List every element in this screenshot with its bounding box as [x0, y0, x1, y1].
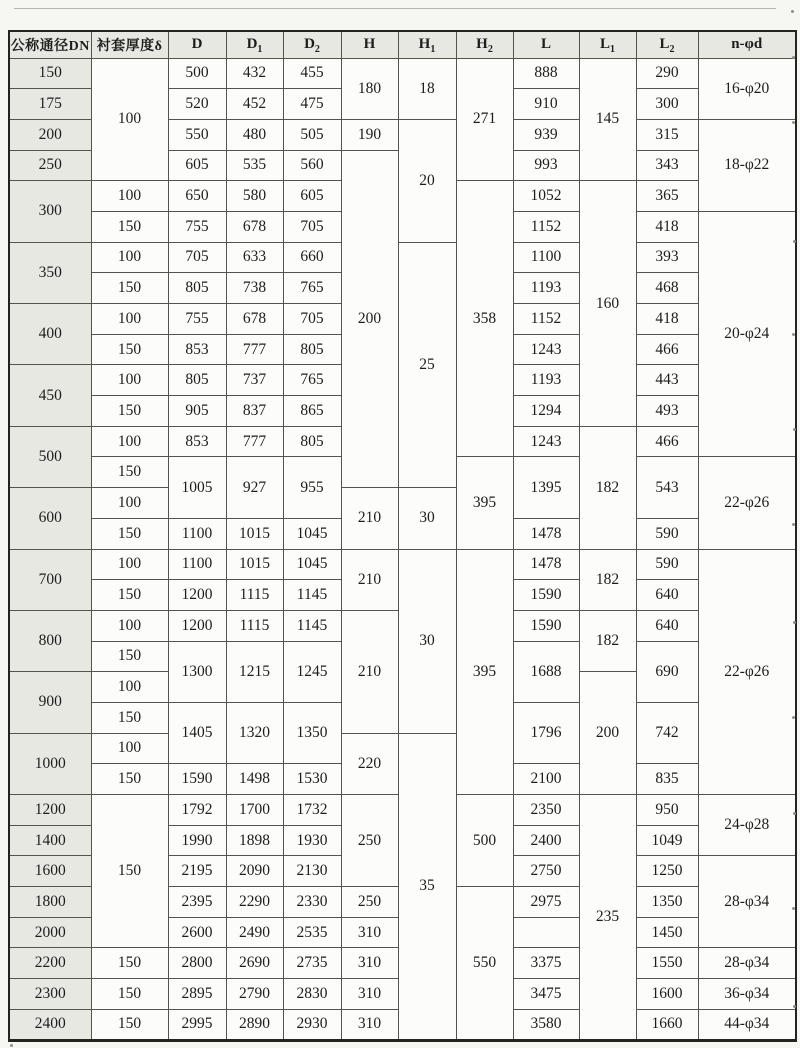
cell-d1: 432 [226, 58, 283, 89]
cell-l2: 1600 [636, 979, 698, 1010]
cell-dn: 175 [9, 89, 91, 120]
cell-lining-thickness: 100 [91, 733, 168, 764]
cell-l: 2100 [513, 764, 579, 795]
cell-l2: 1660 [636, 1009, 698, 1040]
cell-n-phi-d: 28-φ34 [698, 948, 796, 979]
column-header-d: D [168, 31, 226, 58]
cell-h: 250 [341, 795, 398, 887]
cell-d2: 505 [283, 119, 341, 150]
cell-dn: 1000 [9, 733, 91, 794]
scan-speck [793, 1005, 796, 1008]
cell-d1: 2490 [226, 917, 283, 948]
cell-lining-thickness: 150 [91, 795, 168, 948]
cell-d2: 605 [283, 181, 341, 212]
cell-l: 1152 [513, 211, 579, 242]
cell-l: 1100 [513, 242, 579, 273]
cell-l: 888 [513, 58, 579, 89]
cell-l1: 145 [579, 58, 636, 181]
cell-d1: 837 [226, 396, 283, 427]
cell-n-phi-d: 24-φ28 [698, 795, 796, 856]
cell-dn: 200 [9, 119, 91, 150]
scan-speck [792, 121, 795, 124]
cell-d2: 1732 [283, 795, 341, 826]
column-header-h: H [341, 31, 398, 58]
cell-l2: 1350 [636, 887, 698, 918]
cell-l2: 300 [636, 89, 698, 120]
scan-artifact-top-line [14, 8, 776, 9]
cell-d2: 705 [283, 304, 341, 335]
cell-dn: 2400 [9, 1009, 91, 1040]
cell-h1: 30 [398, 549, 456, 733]
cell-l: 1193 [513, 365, 579, 396]
spec-table-body [9, 58, 796, 1040]
cell-d1: 2690 [226, 948, 283, 979]
cell-l: 2750 [513, 856, 579, 887]
cell-d2: 560 [283, 150, 341, 181]
cell-d1: 2890 [226, 1009, 283, 1040]
scan-speck [792, 523, 795, 526]
cell-d2: 2330 [283, 887, 341, 918]
cell-l2: 493 [636, 396, 698, 427]
cell-d: 1590 [168, 764, 226, 795]
cell-h: 190 [341, 119, 398, 150]
cell-d2: 1045 [283, 549, 341, 580]
cell-lining-thickness: 100 [91, 610, 168, 641]
cell-l: 1478 [513, 549, 579, 580]
cell-lining-thickness: 150 [91, 518, 168, 549]
column-header-d2: $D_2$ [283, 31, 341, 58]
cell-d: 2895 [168, 979, 226, 1010]
cell-l2: 640 [636, 580, 698, 611]
cell-n-phi-d: 16-φ20 [698, 58, 796, 119]
cell-h1: 20 [398, 119, 456, 242]
cell-h: 210 [341, 549, 398, 610]
cell-dn: 450 [9, 365, 91, 426]
cell-l: 1590 [513, 610, 579, 641]
cell-d1: 737 [226, 365, 283, 396]
cell-l2: 590 [636, 518, 698, 549]
cell-l: 1243 [513, 426, 579, 457]
cell-d2: 1930 [283, 825, 341, 856]
header-row [9, 31, 796, 58]
cell-l2: 343 [636, 150, 698, 181]
cell-d2: 2735 [283, 948, 341, 979]
cell-dn: 500 [9, 426, 91, 487]
cell-l2: 365 [636, 181, 698, 212]
cell-n-phi-d: 20-φ24 [698, 211, 796, 457]
cell-l1: 200 [579, 672, 636, 795]
cell-d2: 2930 [283, 1009, 341, 1040]
cell-h1: 18 [398, 58, 456, 119]
cell-dn: 1200 [9, 795, 91, 826]
cell-d1: 480 [226, 119, 283, 150]
column-header-lining-thickness: 衬套厚度δ [91, 31, 168, 58]
cell-dn: 300 [9, 181, 91, 242]
cell-h: 180 [341, 58, 398, 119]
cell-d2: 765 [283, 365, 341, 396]
cell-l2: 543 [636, 457, 698, 518]
cell-l2: 418 [636, 211, 698, 242]
cell-lining-thickness: 150 [91, 641, 168, 672]
column-header-n-phi-d: n-φd [698, 31, 796, 58]
cell-d: 905 [168, 396, 226, 427]
cell-d: 705 [168, 242, 226, 273]
cell-l2: 290 [636, 58, 698, 89]
cell-d2: 1145 [283, 580, 341, 611]
cell-d2: 455 [283, 58, 341, 89]
cell-h2: 395 [456, 549, 513, 795]
cell-d: 1990 [168, 825, 226, 856]
cell-dn: 800 [9, 610, 91, 671]
cell-h1: 35 [398, 733, 456, 1040]
cell-lining-thickness: 100 [91, 181, 168, 212]
cell-d: 550 [168, 119, 226, 150]
cell-d: 805 [168, 273, 226, 304]
cell-l2: 1049 [636, 825, 698, 856]
cell-d2: 805 [283, 334, 341, 365]
scan-speck [10, 1044, 13, 1047]
cell-d1: 1115 [226, 580, 283, 611]
cell-d2: 2830 [283, 979, 341, 1010]
cell-l: 1052 [513, 181, 579, 212]
cell-d1: 535 [226, 150, 283, 181]
cell-dn: 150 [9, 58, 91, 89]
cell-d1: 777 [226, 334, 283, 365]
cell-dn: 2200 [9, 948, 91, 979]
cell-d: 755 [168, 211, 226, 242]
cell-l2: 1250 [636, 856, 698, 887]
cell-n-phi-d: 28-φ34 [698, 856, 796, 948]
cell-lining-thickness: 150 [91, 211, 168, 242]
cell-d: 853 [168, 334, 226, 365]
cell-n-phi-d: 36-φ34 [698, 979, 796, 1010]
cell-l2: 742 [636, 702, 698, 763]
cell-dn: 2300 [9, 979, 91, 1010]
cell-lining-thickness: 100 [91, 426, 168, 457]
cell-d: 605 [168, 150, 226, 181]
cell-l: 1395 [513, 457, 579, 518]
cell-l: 910 [513, 89, 579, 120]
cell-l: 3475 [513, 979, 579, 1010]
cell-dn: 900 [9, 672, 91, 733]
cell-d2: 660 [283, 242, 341, 273]
column-header-dn: 公称通径DN [9, 31, 91, 58]
cell-d: 805 [168, 365, 226, 396]
cell-d: 1792 [168, 795, 226, 826]
cell-l1: 182 [579, 549, 636, 610]
cell-l1: 160 [579, 181, 636, 427]
cell-h: 210 [341, 488, 398, 549]
cell-d: 755 [168, 304, 226, 335]
cell-l1: 182 [579, 426, 636, 549]
cell-l: 2975 [513, 887, 579, 918]
cell-h2: 500 [456, 795, 513, 887]
cell-d1: 678 [226, 211, 283, 242]
cell-l: 1688 [513, 641, 579, 702]
cell-l: 939 [513, 119, 579, 150]
cell-d: 1300 [168, 641, 226, 702]
scan-speck [792, 907, 795, 910]
column-header-l: L [513, 31, 579, 58]
cell-l2: 690 [636, 641, 698, 702]
cell-d1: 2290 [226, 887, 283, 918]
cell-l2: 466 [636, 334, 698, 365]
cell-d1: 777 [226, 426, 283, 457]
cell-d: 1200 [168, 580, 226, 611]
cell-h2: 550 [456, 887, 513, 1040]
cell-d1: 678 [226, 304, 283, 335]
cell-l: 1152 [513, 304, 579, 335]
table-row [9, 58, 796, 89]
column-header-h2: $H_2$ [456, 31, 513, 58]
cell-h: 310 [341, 1009, 398, 1040]
cell-lining-thickness: 150 [91, 948, 168, 979]
cell-lining-thickness: 150 [91, 396, 168, 427]
cell-d: 2995 [168, 1009, 226, 1040]
scan-speck [792, 716, 795, 719]
scan-speck [792, 333, 795, 336]
cell-lining-thickness: 100 [91, 304, 168, 335]
cell-lining-thickness: 150 [91, 273, 168, 304]
cell-d2: 1045 [283, 518, 341, 549]
cell-l2: 640 [636, 610, 698, 641]
cell-l: 3375 [513, 948, 579, 979]
cell-n-phi-d: 22-φ26 [698, 549, 796, 795]
cell-l: 1478 [513, 518, 579, 549]
cell-dn: 1400 [9, 825, 91, 856]
cell-dn: 250 [9, 150, 91, 181]
cell-h: 210 [341, 610, 398, 733]
cell-lining-thickness: 150 [91, 334, 168, 365]
cell-l: 2350 [513, 795, 579, 826]
cell-d1: 633 [226, 242, 283, 273]
cell-h2: 358 [456, 181, 513, 457]
cell-lining-thickness: 100 [91, 242, 168, 273]
cell-d: 1100 [168, 518, 226, 549]
cell-d2: 1350 [283, 702, 341, 763]
cell-l2: 468 [636, 273, 698, 304]
cell-d2: 705 [283, 211, 341, 242]
cell-d2: 1530 [283, 764, 341, 795]
cell-l2: 466 [636, 426, 698, 457]
cell-d: 853 [168, 426, 226, 457]
cell-l: 3580 [513, 1009, 579, 1040]
cell-dn: 600 [9, 488, 91, 549]
cell-l: 1294 [513, 396, 579, 427]
cell-l: 2400 [513, 825, 579, 856]
column-header-d1: $D_1$ [226, 31, 283, 58]
cell-l1: 182 [579, 610, 636, 671]
cell-lining-thickness: 150 [91, 457, 168, 488]
cell-d: 650 [168, 181, 226, 212]
cell-h2: 395 [456, 457, 513, 549]
cell-l: 1193 [513, 273, 579, 304]
cell-d: 2195 [168, 856, 226, 887]
column-header-l2: $L_2$ [636, 31, 698, 58]
cell-l2: 1550 [636, 948, 698, 979]
cell-h: 310 [341, 917, 398, 948]
cell-d: 2395 [168, 887, 226, 918]
cell-l2: 1450 [636, 917, 698, 948]
cell-d2: 955 [283, 457, 341, 518]
scan-speck [793, 621, 796, 624]
cell-d: 1005 [168, 457, 226, 518]
cell-h1: 30 [398, 488, 456, 549]
cell-h1: 25 [398, 242, 456, 488]
cell-d2: 2130 [283, 856, 341, 887]
cell-dn: 1600 [9, 856, 91, 887]
cell-lining-thickness: 100 [91, 488, 168, 519]
cell-d1: 1498 [226, 764, 283, 795]
cell-d1: 1015 [226, 549, 283, 580]
cell-lining-thickness: 150 [91, 1009, 168, 1040]
cell-dn: 2000 [9, 917, 91, 948]
scan-speck [792, 56, 795, 59]
cell-lining-thickness: 100 [91, 58, 168, 181]
cell-l2: 590 [636, 549, 698, 580]
cell-d1: 1115 [226, 610, 283, 641]
cell-d1: 580 [226, 181, 283, 212]
cell-d1: 2090 [226, 856, 283, 887]
cell-l2: 443 [636, 365, 698, 396]
cell-d: 2600 [168, 917, 226, 948]
cell-dn: 700 [9, 549, 91, 610]
cell-h: 250 [341, 887, 398, 918]
table-row [9, 242, 796, 273]
cell-l: 993 [513, 150, 579, 181]
cell-d: 1405 [168, 702, 226, 763]
column-header-h1: $H_1$ [398, 31, 456, 58]
cell-l2: 315 [636, 119, 698, 150]
cell-lining-thickness: 100 [91, 672, 168, 703]
cell-d1: 927 [226, 457, 283, 518]
cell-h: 200 [341, 150, 398, 488]
cell-l2: 950 [636, 795, 698, 826]
scan-speck [793, 240, 796, 243]
cell-dn: 350 [9, 242, 91, 303]
cell-d1: 1215 [226, 641, 283, 702]
cell-d: 2800 [168, 948, 226, 979]
cell-n-phi-d: 18-φ22 [698, 119, 796, 211]
cell-h: 220 [341, 733, 398, 794]
cell-d: 520 [168, 89, 226, 120]
table-row [9, 549, 796, 580]
cell-d2: 865 [283, 396, 341, 427]
cell-lining-thickness: 150 [91, 580, 168, 611]
cell-d1: 1320 [226, 702, 283, 763]
cell-d1: 738 [226, 273, 283, 304]
cell-l: 1796 [513, 702, 579, 763]
cell-d1: 1700 [226, 795, 283, 826]
cell-d1: 1898 [226, 825, 283, 856]
cell-l2: 418 [636, 304, 698, 335]
cell-l2: 393 [636, 242, 698, 273]
cell-n-phi-d: 44-φ34 [698, 1009, 796, 1040]
spec-table-header [9, 31, 796, 58]
cell-d2: 805 [283, 426, 341, 457]
cell-h2: 271 [456, 58, 513, 181]
scan-speck [793, 812, 796, 815]
cell-lining-thickness: 150 [91, 764, 168, 795]
cell-n-phi-d: 22-φ26 [698, 457, 796, 549]
cell-dn: 400 [9, 304, 91, 365]
cell-d: 1100 [168, 549, 226, 580]
cell-d1: 2790 [226, 979, 283, 1010]
cell-d1: 1015 [226, 518, 283, 549]
cell-l: 1243 [513, 334, 579, 365]
cell-lining-thickness: 150 [91, 979, 168, 1010]
cell-d2: 765 [283, 273, 341, 304]
cell-d1: 452 [226, 89, 283, 120]
cell-lining-thickness: 100 [91, 549, 168, 580]
cell-h: 310 [341, 948, 398, 979]
cell-d2: 1245 [283, 641, 341, 702]
cell-l: 1590 [513, 580, 579, 611]
cell-l1: 235 [579, 795, 636, 1041]
cell-l2: 835 [636, 764, 698, 795]
cell-d2: 475 [283, 89, 341, 120]
spec-table [8, 30, 797, 1042]
cell-lining-thickness: 150 [91, 702, 168, 733]
cell-d: 1200 [168, 610, 226, 641]
cell-d2: 2535 [283, 917, 341, 948]
column-header-l1: $L_1$ [579, 31, 636, 58]
cell-d: 500 [168, 58, 226, 89]
cell-lining-thickness: 100 [91, 365, 168, 396]
cell-l [513, 917, 579, 948]
scan-speck [791, 10, 794, 13]
cell-dn: 1800 [9, 887, 91, 918]
scan-speck [793, 428, 796, 431]
cell-d2: 1145 [283, 610, 341, 641]
cell-h: 310 [341, 979, 398, 1010]
